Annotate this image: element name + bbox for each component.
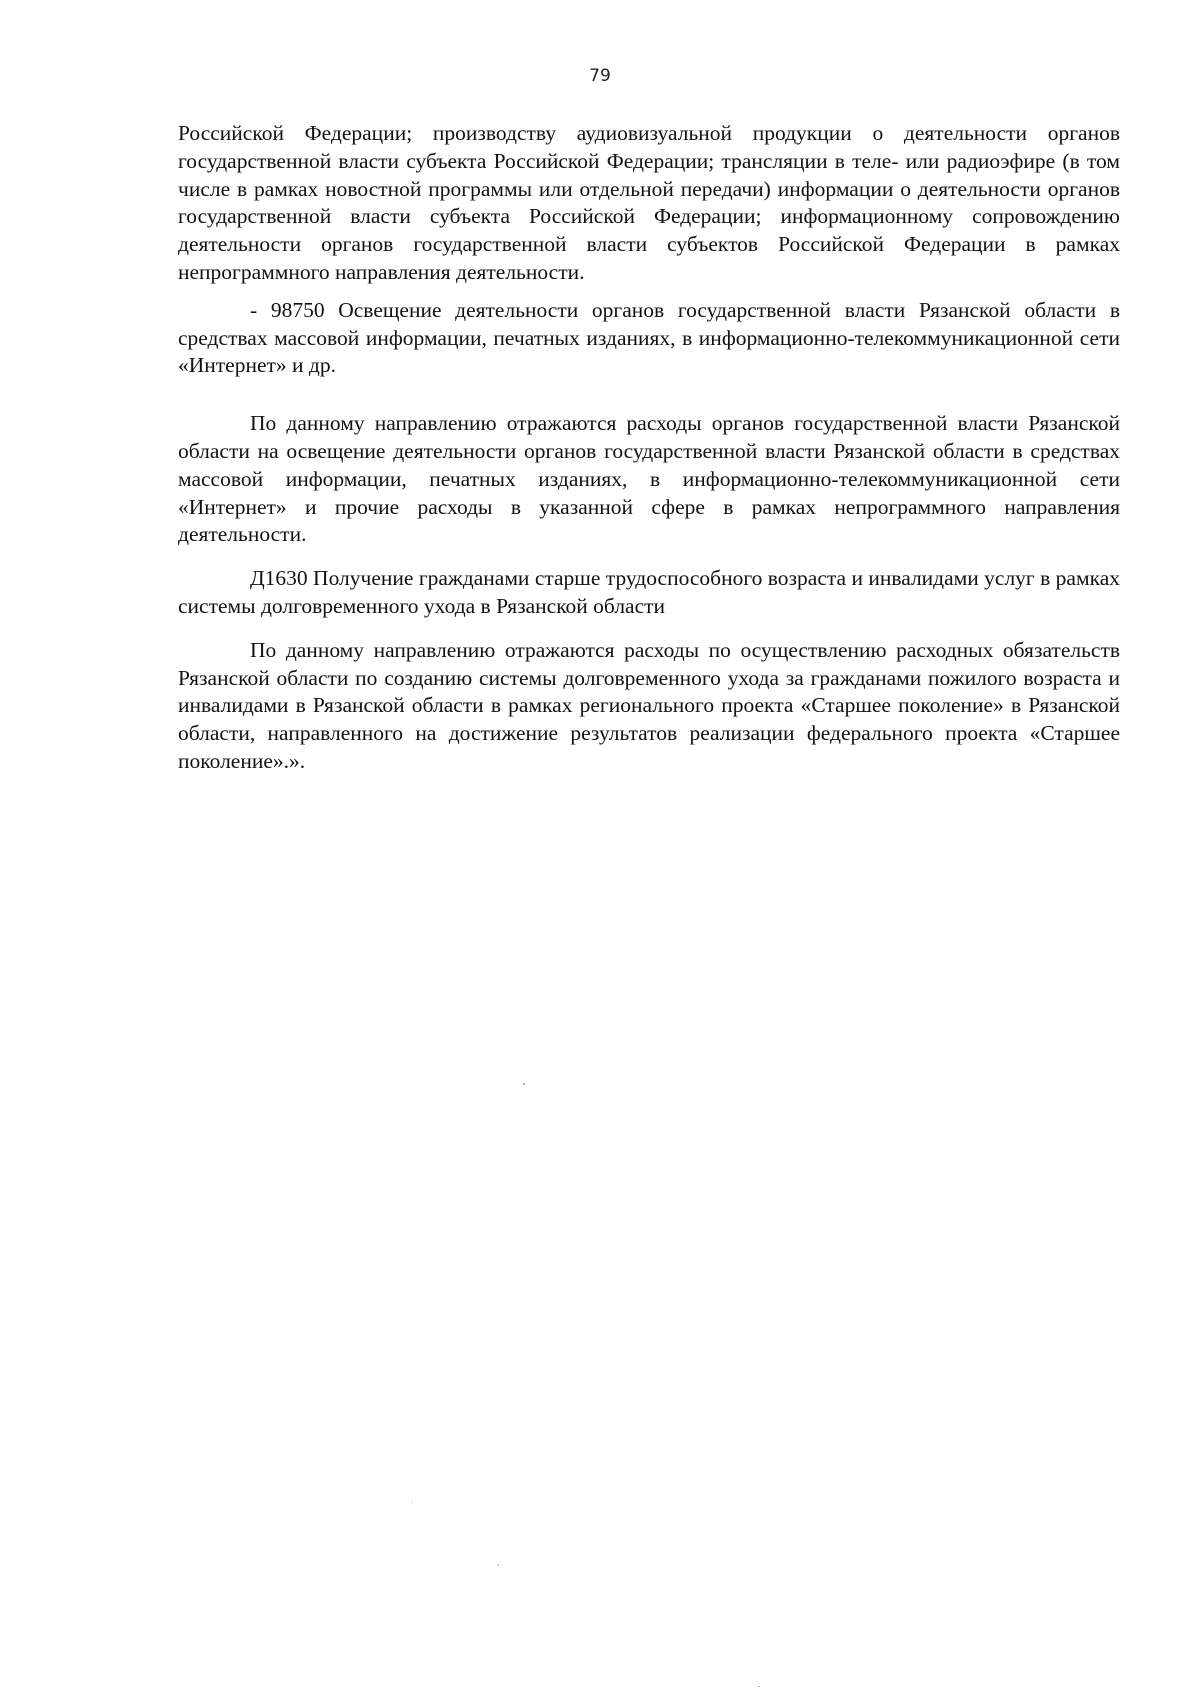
paragraph-d1630-description: По данному направлению отражаются расходы по осуществлению расходных обязательств Рязанской области по созданию системы долговременного ухода за гражданами пожилого возраста и инвалидами в Рязанской области в рамках регионального проекта «Старшее поколение» в Рязанской области, направленного на достижение результатов реализации федерального проекта «Старшее поколение».». <box>178 637 1120 773</box>
paragraph-98750-description: По данному направлению отражаются расходы органов государственной власти Рязанской области на освещение деятельности органов государственной власти Рязанской области в средствах массовой информации, печатных изданиях, в информационно-телекоммуникационной сети «Интернет» и прочие расходы в указанной сфере в рамках непрограммного направления деятельности. <box>178 411 1120 547</box>
scan-speck <box>758 1686 760 1687</box>
scan-speck <box>498 1564 499 1566</box>
scan-speck <box>523 1083 525 1085</box>
paragraph-continuation: Российской Федерации; производству аудиовизуальной продукции о деятельности органов государственной власти субъекта Российской Федерации; трансляции в теле- или радиоэфире (в том числе в рамках новостной программы или отдельной передачи) информации о деятельности органов государственной власти субъекта Российской Федерации; информационному сопровождению деятельности органов государственной власти субъектов Российской Федерации в рамках непрограммного направления деятельности. <box>178 121 1120 284</box>
paragraph-98750-heading: - 98750 Освещение деятельности органов государственной власти Рязанской области в средствах массовой информации, печатных изданиях, в информационно-телекоммуникационной сети «Интернет» и др. <box>178 297 1120 378</box>
scan-speck <box>412 1502 413 1503</box>
paragraph-d1630-heading: Д1630 Получение гражданами старше трудоспособного возраста и инвалидами услуг в рамках системы долговременного ухода в Рязанской области <box>178 566 1120 618</box>
document-body <box>178 120 1120 776</box>
page-number: 79 <box>589 66 611 86</box>
